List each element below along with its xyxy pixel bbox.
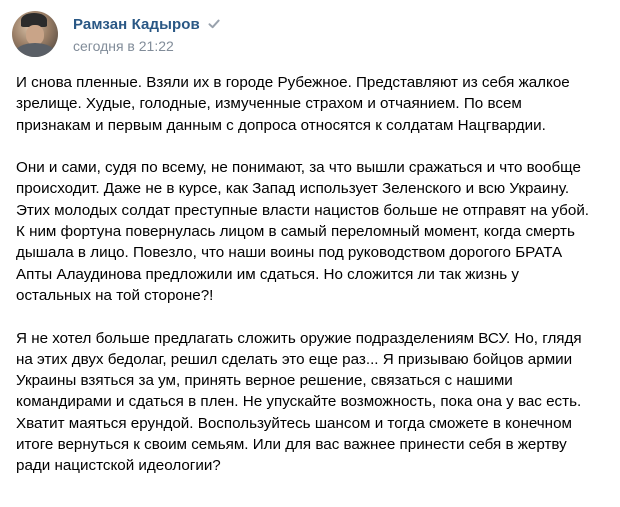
- post-text-line: Украины взяться за ум, принять верное решение, связаться с нашими: [16, 372, 513, 390]
- author-row: [73, 14, 220, 34]
- post-text-line: зрелище. Худые, голодные, измученные страхом и отчаянием. По всем: [16, 95, 522, 113]
- post-text-line: происходит. Даже не в курсе, как Запад использует Зеленского и всю Украину.: [16, 180, 570, 198]
- post-text-line: дышала в лицо. Повезло, что наши воины под руководством дорогого БРАТА: [16, 244, 563, 262]
- post-text-line: остальных на той стороне?!: [16, 286, 214, 304]
- post-text-line: на этих двух бедолаг, решил сделать это еще раз... Я призываю бойцов армии: [16, 350, 573, 368]
- paragraph-gap: [16, 136, 611, 157]
- post-text-line: признакам и первым данным с допроса относятся к солдатам Нацгвардии.: [16, 116, 546, 134]
- post-meta: [73, 14, 220, 54]
- post-header: [12, 8, 220, 60]
- post-text: [16, 72, 611, 477]
- verified-check-icon: [208, 18, 220, 30]
- post-text-line: Я не хотел больше предлагать сложить оружие подразделениям ВСУ. Но, глядя: [16, 329, 582, 347]
- post-text-line: Апты Алаудинова предложили им сдаться. Но сложится ли так жизнь у: [16, 265, 519, 283]
- post-text-line: И снова пленные. Взяли их в городе Рубежное. Представляют из себя жалкое: [16, 74, 570, 91]
- post-text-line: Они и сами, судя по всему, не понимают, за что вышли сражаться и что вообще: [16, 159, 581, 177]
- post-text-line: Этих молодых солдат преступные власти нацистов больше не отправят на убой.: [16, 201, 590, 219]
- post-text-line: ради нацистской идеологии?: [16, 457, 221, 475]
- post-text-line: К ним фортуна повернулась лицом в самый переломный момент, когда смерть: [16, 223, 575, 241]
- paragraph-gap: [16, 306, 611, 327]
- author-name-link[interactable]: Рамзан Кадыров: [73, 15, 200, 33]
- author-avatar[interactable]: [12, 11, 58, 57]
- post-text-line: командирами и сдаться в плен. Не упускайте возможность, пока она у вас есть.: [16, 393, 582, 411]
- post-timestamp-link[interactable]: сегодня в 21:22: [73, 38, 174, 54]
- post-text-line: Хватит маяться ерундой. Воспользуйтесь шансом и тогда сможете в конечном: [16, 414, 572, 432]
- post-text-line: итоге вернуться к своим семьям. Или для вас важнее принести себя в жертву: [16, 436, 567, 454]
